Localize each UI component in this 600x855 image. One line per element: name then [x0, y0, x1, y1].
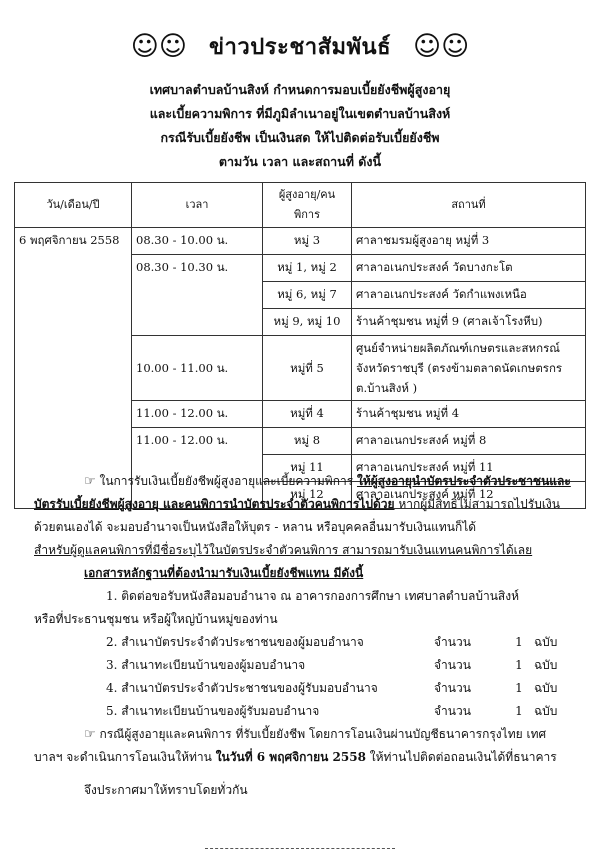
smiley-icon: ☺☺ — [413, 30, 470, 62]
doc-item: 1. ติดต่อขอรับหนังสือมอบอำนาจ ณ อาคารกองการศึกษา เทศบาลตำบลบ้านสิงห์ — [106, 589, 520, 603]
doc-item-text: 5. สำเนาทะเบียนบ้านของผู้รับมอบอำนาจ — [106, 704, 320, 718]
doc-item-num: 1 — [515, 635, 523, 649]
page-title: ข่าวประชาสัมพันธ์ — [208, 33, 392, 60]
pointing-hand-icon: ☞ — [84, 727, 96, 742]
group-cell: หมู่ 6, หมู่ 7 — [263, 282, 352, 309]
notice-text: ให้ท่านไปติดต่อถอนเงินได้ที่ธนาคาร — [365, 750, 557, 764]
place-cell: ศาลาอเนกประสงค์ หมู่ที่ 11 — [352, 455, 586, 482]
group-cell: หมู่ 8 — [263, 428, 352, 455]
doc-item-qty: จำนวน — [434, 681, 471, 695]
docs-heading: เอกสารหลักฐานที่ต้องนำมารับเงินเบี้ยยังชีพแทน มีดังนี้ — [84, 566, 364, 580]
doc-item-unit: ฉบับ — [534, 635, 558, 649]
doc-item-text: 2. สำเนาบัตรประจำตัวประชาชนของผู้มอบอำนาจ — [106, 635, 364, 649]
doc-item-unit: ฉบับ — [534, 658, 558, 672]
notice-text: หากผู้มีสิทธิไม่สามารถไปรับเงินด้วยตนเองได้ จะมอบอำนาจเป็นหนังสือให้บุตร - หลาน หรือบุคคลอื่นมารับเงินแทนก็ได้ — [34, 497, 560, 534]
place-cell: ศาลาชมรมผู้สูงอายุ หมู่ที่ 3 — [352, 228, 586, 255]
group-cell: หมู่ที่ 5 — [263, 336, 352, 401]
doc-item-qty: จำนวน — [434, 704, 471, 718]
notice-emphasis: ให้ผู้สูงอายุนำบัตรประจำตัวประชาชนและบัตรรับเบี้ยยังชีพผู้สูงอายุ และคนพิการนำบัตรประจำตัวคนพิการไปด้วย — [34, 474, 571, 511]
notice-emphasis: ในวันที่ 6 พฤศจิกายน 2558 — [215, 750, 366, 764]
footer-divider — [205, 848, 395, 849]
time-cell: 08.30 - 10.30 น. — [132, 255, 263, 336]
place-cell: ศาลาอเนกประสงค์ วัดบางกะโต — [352, 255, 586, 282]
header-date: วัน/เดือน/ปี — [15, 183, 132, 228]
header-time: เวลา — [132, 183, 263, 228]
pointing-hand-icon: ☞ — [84, 474, 96, 489]
doc-item — [34, 631, 574, 654]
group-cell: หมู่ 1, หมู่ 2 — [263, 255, 352, 282]
doc-item-text: 3. สำเนาทะเบียนบ้านของผู้มอบอำนาจ — [106, 658, 306, 672]
doc-item-qty: จำนวน — [434, 635, 471, 649]
doc-item — [34, 700, 574, 723]
table-header-row — [15, 183, 586, 228]
header-group: ผู้สูงอายุ/คนพิการ — [263, 183, 352, 228]
group-cell: หมู่ 11 — [263, 455, 352, 482]
date-cell: 6 พฤศจิกายน 2558 — [15, 228, 132, 509]
intro-block — [0, 78, 600, 174]
notice-paragraph-2 — [34, 723, 574, 769]
place-cell: ศาลาอเนกประสงค์ หมู่ที่ 8 — [352, 428, 586, 455]
title-row — [0, 26, 600, 66]
place-cell: ศูนย์จำหน่ายผลิตภัณฑ์เกษตรและสหกรณ์ จังหวัดราชบุรี (ตรงข้ามตลาดนัดเกษตรกร ต.บ้านสิงห์ ) — [352, 336, 586, 401]
place-cell: ร้านค้าชุมชน หมู่ที่ 9 (ศาลเจ้าโรงหีบ) — [352, 309, 586, 336]
doc-item-num: 1 — [515, 681, 523, 695]
group-cell: หมู่ 9, หมู่ 10 — [263, 309, 352, 336]
doc-item — [34, 677, 574, 700]
notice-text: กรณีผู้สูงอายุและคนพิการ ที่รับเบี้ยยังชีพ โดยการโอนเงินผ่านบัญชีธนาคารกรุงไทย เทศบาลฯ จะดำเนินการโอนเงินให้ท่าน — [34, 727, 547, 764]
intro-line: ตามวัน เวลา และสถานที่ ดังนี้ — [218, 154, 382, 169]
notice-paragraph-1 — [34, 470, 574, 539]
doc-item-unit: ฉบับ — [534, 681, 558, 695]
doc-item-qty: จำนวน — [434, 658, 471, 672]
time-cell: 08.30 - 10.00 น. — [132, 228, 263, 255]
time-cell: 10.00 - 11.00 น. — [132, 336, 263, 401]
doc-item-unit: ฉบับ — [534, 704, 558, 718]
table-row — [15, 228, 586, 255]
header-place: สถานที่ — [352, 183, 586, 228]
doc-item-continued: หรือที่ประธานชุมชน หรือผู้ใหญ่บ้านหมู่ของท่าน — [34, 612, 278, 626]
place-cell: ศาลาอเนกประสงค์ หมู่ที่ 12 — [352, 482, 586, 509]
notice-caregiver-line: สำหรับผู้ดูแลคนพิการที่มีชื่อระบุไว้ในบัตรประจำตัวคนพิการ สามารถมารับเงินแทนคนพิการได้เลย — [34, 543, 533, 557]
doc-item-text: 4. สำเนาบัตรประจำตัวประชาชนของผู้รับมอบอำนาจ — [106, 681, 378, 695]
group-cell: หมู่ที่ 4 — [263, 401, 352, 428]
place-cell: ร้านค้าชุมชน หมู่ที่ 4 — [352, 401, 586, 428]
intro-line: กรณีรับเบี้ยยังชีพ เป็นเงินสด ให้ไปติดต่อรับเบี้ยยังชีพ — [160, 130, 440, 145]
doc-item-num: 1 — [515, 704, 523, 718]
place-cell: ศาลาอเนกประสงค์ วัดกำแพงเหนือ — [352, 282, 586, 309]
group-cell: หมู่ 3 — [263, 228, 352, 255]
notice-body — [34, 470, 574, 802]
time-cell: 11.00 - 12.00 น. — [132, 401, 263, 428]
closing-line: จึงประกาศมาให้ทราบโดยทั่วกัน — [84, 783, 248, 797]
notice-text: ในการรับเงินเบี้ยยังชีพผู้สูงอายุและเบี้ยความพิการ — [95, 474, 357, 488]
smiley-icon: ☺☺ — [130, 30, 187, 62]
group-cell: หมู่ 12 — [263, 482, 352, 509]
intro-line: และเบี้ยความพิการ ที่มีภูมิลำเนาอยู่ในเขตตำบลบ้านสิงห์ — [149, 106, 451, 121]
schedule-table — [14, 182, 586, 509]
doc-item-num: 1 — [515, 658, 523, 672]
intro-line: เทศบาลตำบลบ้านสิงห์ กำหนดการมอบเบี้ยยังชีพผู้สูงอายุ — [149, 82, 451, 97]
doc-item — [34, 654, 574, 677]
time-cell: 11.00 - 12.00 น. — [132, 428, 263, 509]
